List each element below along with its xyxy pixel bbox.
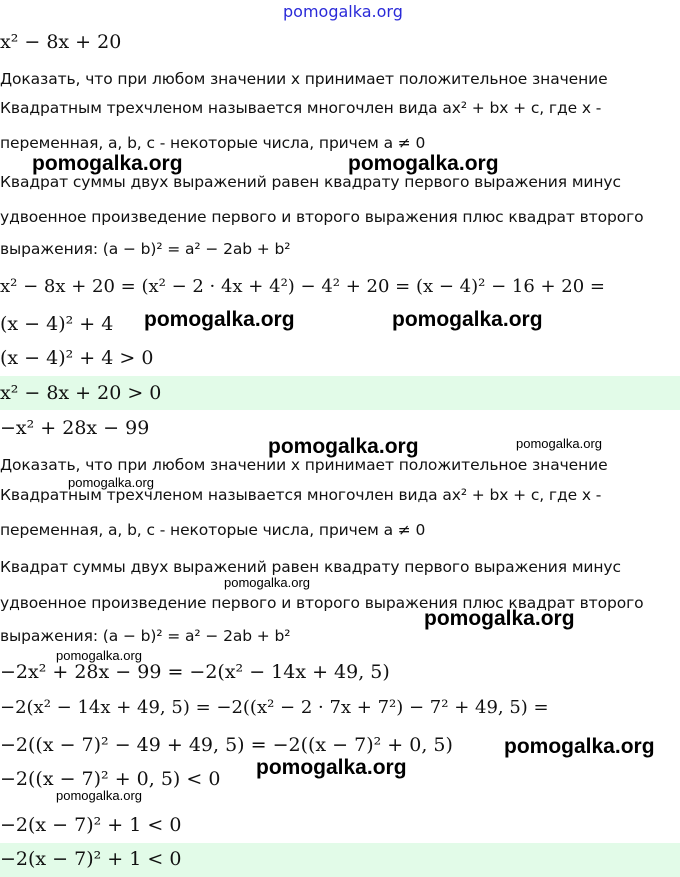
- task-text-1: Доказать, что при любом значении x принимает положительное значение: [0, 70, 608, 88]
- rule-line-2b: удвоенное произведение первого и второго выражения плюс квадрат второго: [0, 594, 644, 612]
- watermark: pomogalka.org: [256, 756, 407, 779]
- watermark: pomogalka.org: [268, 435, 419, 458]
- expression-1: x² − 8x + 20: [0, 31, 122, 53]
- watermark: pomogalka.org: [144, 308, 295, 331]
- watermark: pomogalka.org: [424, 607, 575, 630]
- watermark: pomogalka.org: [56, 648, 142, 663]
- solution-step-2b: −2(x² − 14x + 49, 5) = −2((x² − 2 · 7x + 7²) − 7² + 49, 5) =: [0, 697, 549, 718]
- watermark: pomogalka.org: [32, 152, 183, 175]
- rule-line-2a: Квадрат суммы двух выражений равен квадрату первого выражения минус: [0, 558, 621, 576]
- rule-line-2c: выражения: (a − b)² = a² − 2ab + b²: [0, 627, 291, 645]
- solution-step-1c: (x − 4)² + 4 > 0: [0, 347, 154, 369]
- solution-step-2c: −2((x − 7)² − 49 + 49, 5) = −2((x − 7)² + 0, 5): [0, 734, 453, 756]
- definition-line-1a: Квадратным трехчленом называется многочлен вида ax² + bx + c, где x -: [0, 99, 602, 117]
- task-text-2: Доказать, что при любом значении x принимает положительное значение: [0, 456, 608, 474]
- definition-line-1b: переменная, a, b, c - некоторые числа, причем a ≠ 0: [0, 134, 426, 152]
- watermark: pomogalka.org: [56, 788, 142, 803]
- solution-step-1b: (x − 4)² + 4: [0, 313, 114, 335]
- solution-step-2a: −2x² + 28x − 99 = −2(x² − 14x + 49, 5): [0, 661, 390, 683]
- solution-step-2e: −2(x − 7)² + 1 < 0: [0, 814, 182, 836]
- expression-2: −x² + 28x − 99: [0, 417, 150, 439]
- watermark: pomogalka.org: [224, 575, 310, 590]
- definition-line-2a: Квадратным трехчленом называется многочлен вида ax² + bx + c, где x -: [0, 486, 602, 504]
- definition-line-2b: переменная, a, b, c - некоторые числа, причем a ≠ 0: [0, 521, 426, 539]
- site-header-link[interactable]: pomogalka.org: [283, 2, 403, 21]
- rule-line-1b: удвоенное произведение первого и второго выражения плюс квадрат второго: [0, 208, 644, 226]
- result-line-1: x² − 8x + 20 > 0: [0, 382, 162, 404]
- watermark: pomogalka.org: [68, 475, 154, 490]
- watermark: pomogalka.org: [392, 308, 543, 331]
- result-line-2: −2(x − 7)² + 1 < 0: [0, 848, 182, 870]
- rule-line-1a: Квадрат суммы двух выражений равен квадрату первого выражения минус: [0, 173, 621, 191]
- solution-step-1a: x² − 8x + 20 = (x² − 2 · 4x + 4²) − 4² + 20 = (x − 4)² − 16 + 20 =: [0, 276, 606, 297]
- watermark: pomogalka.org: [504, 735, 655, 758]
- rule-line-1c: выражения: (a − b)² = a² − 2ab + b²: [0, 240, 291, 258]
- watermark: pomogalka.org: [348, 152, 499, 175]
- solution-step-2d: −2((x − 7)² + 0, 5) < 0: [0, 768, 221, 790]
- watermark: pomogalka.org: [516, 436, 602, 451]
